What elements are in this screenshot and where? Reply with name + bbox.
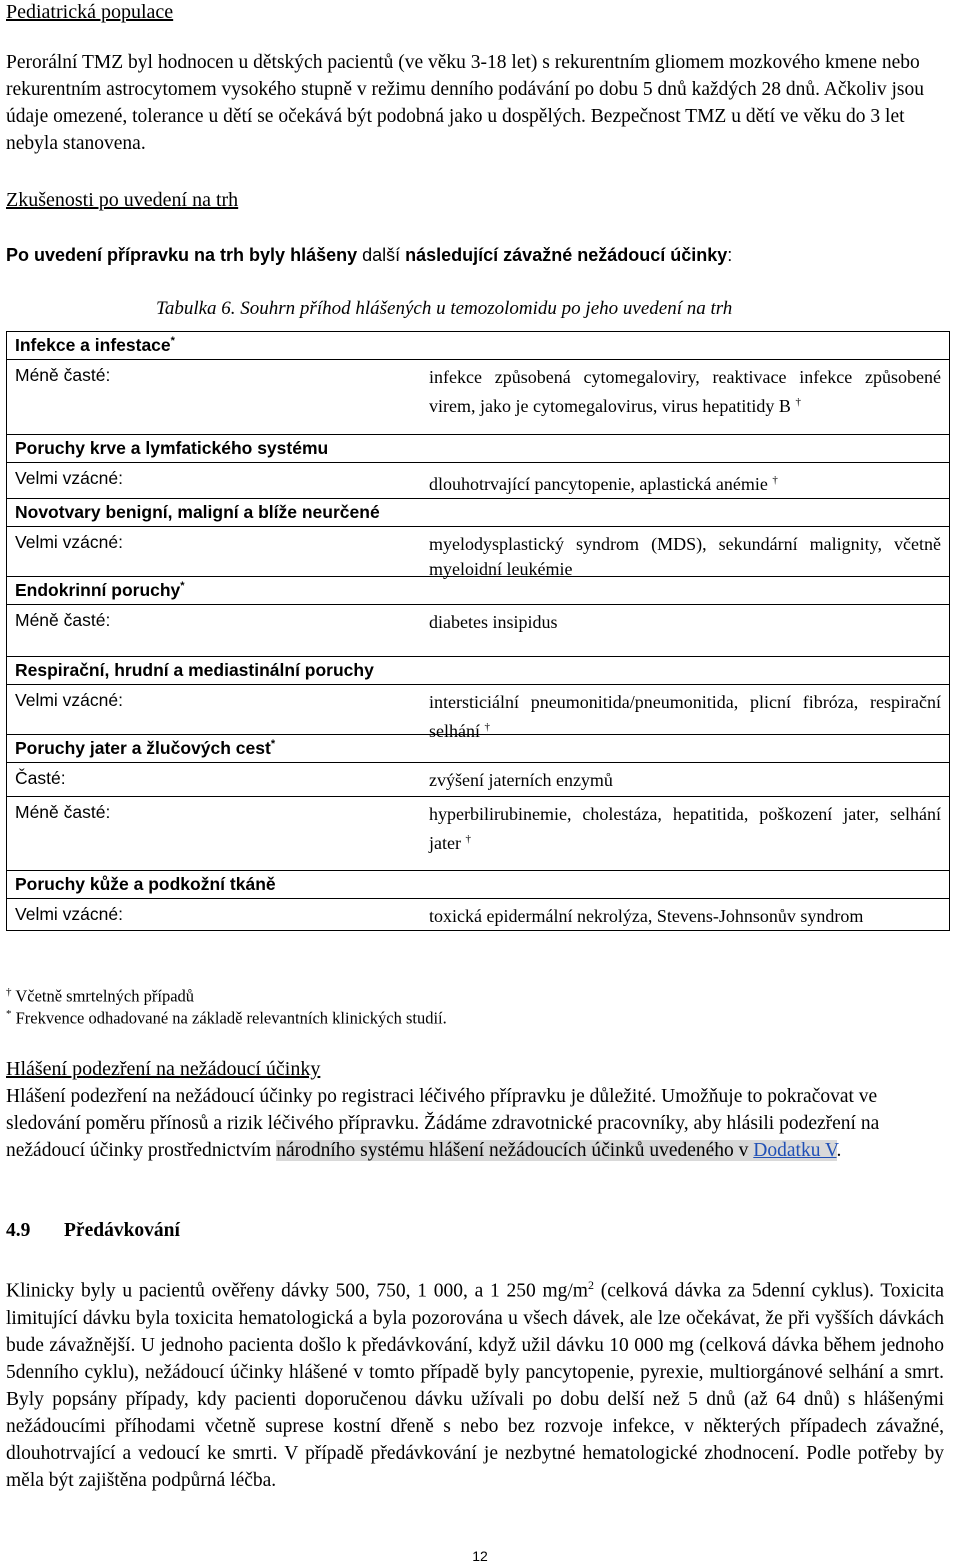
- table-row: [6, 797, 950, 871]
- table-row: [6, 463, 950, 499]
- footnote-fatal-text: Včetně smrtelných případů: [11, 986, 195, 1006]
- term-text: dlouhotrvající pancytopenie, aplastická anémie: [429, 474, 768, 494]
- soc-label: Poruchy kůže a podkožní tkáně: [15, 874, 276, 894]
- overdose-text-a: Klinicky byly u pacientů ověřeny dávky 500, 750, 1 000, a 1 250 mg/m: [6, 1280, 588, 1302]
- soc-label: Endokrinní poruchy: [15, 580, 181, 600]
- table-row: [6, 685, 950, 741]
- frequency-cell: Méně časté:: [15, 802, 111, 822]
- soc-label: Novotvary benigní, maligní a blíže neurčené: [15, 502, 380, 522]
- term-text: toxická epidermální nekrolýza, Stevens-Johnsonův syndrom: [429, 906, 864, 926]
- term-text: myelodysplastický syndrom (MDS), sekundární malignity, včetně myeloidní leukémie: [429, 534, 941, 579]
- frequency-cell: Méně časté:: [15, 610, 111, 630]
- intro-end: :: [727, 245, 733, 265]
- reporting-end: .: [836, 1140, 842, 1161]
- intro-plain: další: [357, 245, 406, 265]
- reporting-highlight-text: národního systému hlášení nežádoucích účinků uvedeného v: [276, 1140, 754, 1161]
- soc-label: Poruchy jater a žlučových cest: [15, 738, 271, 758]
- term-cell: [421, 685, 949, 741]
- footnote-frequency-text: Frekvence odhadované na základě relevantních klinických studií.: [11, 1008, 447, 1028]
- table-soc-heading: [6, 657, 950, 685]
- dodatek-v-link[interactable]: Dodatku V: [753, 1140, 837, 1161]
- table-row: [6, 527, 950, 577]
- table-row: [6, 360, 950, 435]
- soc-footnote-mark: *: [170, 335, 175, 348]
- term-footnote-mark: †: [795, 396, 801, 408]
- pediatric-paragraph: Perorální TMZ byl hodnocen u dětských pacientů (ve věku 3-18 let) s rekurentním gliomem mozkového kmene nebo rekurentním astrocytomem vysokého stupně v režimu denního podávání po dobu 5 dnů každých 28 dnů. Ačkoliv jsou údaje omezené, tolerance u dětí se očekává být podobná jako u dospělých. Bezpečnost TMZ u dětí ve věku do 3 let nebyla stanovena.: [6, 52, 924, 154]
- table-soc-heading: [6, 577, 950, 605]
- term-text: hyperbilirubinemie, cholestáza, hepatitida, poškození jater, selhání jater: [429, 804, 941, 853]
- term-cell: [421, 527, 949, 579]
- soc-footnote-mark: *: [180, 580, 185, 593]
- overdose-text-b: (celková dávka za 5denní cyklus). Toxicita limitující dávku byla toxicita hematologická a byla pozorována u všech dávek, ale lze očekávat, že při vyšších dávkách bude závažnější. U jednoho pacienta došlo k předávkování, když užil dávku 10 000 mg (celková dávka během jednoho 5denního cyklu), nežádoucí účinky hlášené v tomto případě byly pancytopenie, pyrexie, multiorgánové selhání a smrt. Byly popsány případy, kdy pacienti doporučenou dávku užívali po dobu delší než 5 dnů (až 64 dnů) s hlášenými nežádoucími příhodami včetně suprese kostní dřeně s nebo bez rozvoje infekce, v některých případech závažné, dlouhotrvající a vedoucí ke smrti. V případě předávkování je nezbytné hematologické zhodnocení. Podle potřeby by měla být zajištěna podpůrná léčba.: [6, 1280, 944, 1491]
- intro-bold-2: následující závažné nežádoucí účinky: [405, 245, 728, 265]
- term-text: diabetes insipidus: [429, 612, 558, 632]
- table-row: [6, 899, 950, 931]
- soc-label: Infekce a infestace: [15, 335, 171, 355]
- frequency-cell: Časté:: [15, 768, 66, 788]
- adverse-events-table: [6, 331, 950, 931]
- postmarketing-intro: [6, 242, 944, 269]
- reporting-text: Hlášení podezření na nežádoucí účinky po registraci léčivého přípravku je důležité. Umožňuje to pokračovat ve sledování poměru přínosů a rizik léčivého přípravku. Žádáme zdravotnické pracovníky, aby hlásili podezření na nežádoucí účinky prostřednictvím: [6, 1086, 880, 1161]
- section-title: Předávkování: [64, 1220, 180, 1241]
- term-text: zvýšení jaterních enzymů: [429, 770, 613, 790]
- postmarketing-heading: Zkušenosti po uvedení na trh: [6, 189, 239, 211]
- term-cell: [421, 899, 949, 930]
- footnote-asterisk-mark: *: [6, 1008, 12, 1020]
- soc-footnote-mark: *: [270, 738, 276, 751]
- frequency-cell: Méně časté:: [15, 365, 111, 385]
- frequency-cell: Velmi vzácné:: [15, 904, 123, 924]
- term-footnote-mark: †: [484, 721, 490, 733]
- frequency-cell: Velmi vzácné:: [15, 690, 123, 710]
- term-cell: [421, 360, 949, 434]
- footnote-fatal: [6, 982, 194, 1007]
- soc-label: Poruchy krve a lymfatického systému: [15, 438, 329, 458]
- table-soc-heading: [6, 871, 950, 899]
- term-cell: [421, 463, 949, 498]
- table-soc-heading: [6, 435, 950, 463]
- term-text: infekce způsobená cytomegaloviry, reaktivace infekce způsobené virem, jako je cytomegalovirus, virus hepatitidy B: [429, 367, 941, 416]
- section-number: 4.9: [6, 1220, 31, 1241]
- reporting-paragraph: [6, 1083, 944, 1164]
- table-row: [6, 763, 950, 797]
- soc-label: Respirační, hrudní a mediastinální poruchy: [15, 660, 374, 680]
- table-caption: Tabulka 6. Souhrn příhod hlášených u temozolomidu po jeho uvedení na trh: [156, 298, 733, 319]
- term-text: intersticiální pneumonitida/pneumonitida, plicní fibróza, respirační selhání: [429, 692, 941, 741]
- term-cell: [421, 797, 949, 870]
- frequency-cell: Velmi vzácné:: [15, 532, 123, 552]
- term-footnote-mark: †: [465, 833, 471, 845]
- reporting-heading: Hlášení podezření na nežádoucí účinky: [6, 1058, 321, 1080]
- overdose-heading: [6, 1219, 180, 1243]
- term-cell: [421, 763, 949, 796]
- intro-bold-1: Po uvedení přípravku na trh byly hlášeny: [6, 245, 358, 265]
- table-soc-heading: [6, 332, 950, 360]
- page-number: 12: [472, 1548, 488, 1564]
- table-soc-heading: [6, 735, 950, 763]
- term-cell: [421, 605, 949, 656]
- frequency-cell: Velmi vzácné:: [15, 468, 123, 488]
- reporting-highlight: [276, 1140, 836, 1161]
- footnote-frequency: [6, 1004, 447, 1029]
- overdose-paragraph: [6, 1272, 944, 1494]
- footnote-dagger-mark: †: [6, 986, 12, 998]
- pediatric-heading: Pediatrická populace: [6, 1, 174, 23]
- table-soc-heading: [6, 499, 950, 527]
- overdose-sup: 2: [587, 1278, 594, 1292]
- table-row: [6, 605, 950, 657]
- term-footnote-mark: †: [772, 474, 778, 486]
